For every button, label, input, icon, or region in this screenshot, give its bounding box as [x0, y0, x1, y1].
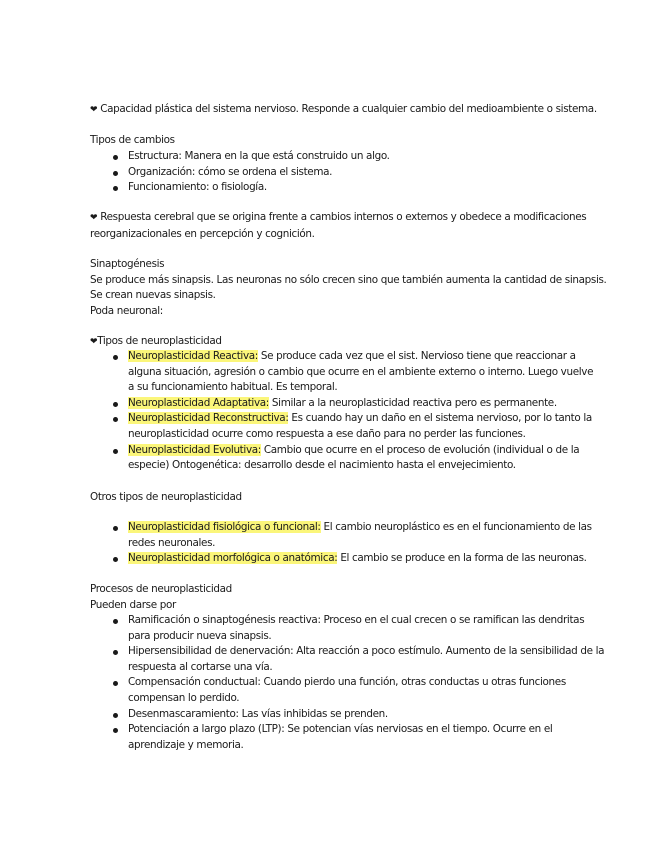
list-item: Neuroplasticidad Reconstructiva: Es cuando hay un daño en el sistema nervioso, por lo tanto la neuroplasticidad ocurre como respuesta a ese daño para no perder las funciones. [90, 411, 570, 442]
respuesta-paragraph: ❤ Respuesta cerebral que se origina frente a cambios internos o externos y obedece a modificaciones reorganizacionales en percepción y cognición. [90, 211, 587, 240]
section-title: Procesos de neuroplasticidad [90, 583, 232, 595]
list-item: Neuroplasticidad Reactiva: Se produce cada vez que el sist. Nervioso tiene que reaccionar a alguna situación, agresión o cambio que ocurre en el ambiente externo o interno. Luego vuelve a su funcionamiento habitual. Es temporal. [90, 349, 570, 396]
list-item: Neuroplasticidad Evolutiva: Cambio que ocurre en el proceso de evolución (individual o de la especie) Ontogenética: desarrollo desde el nacimiento hasta el envejecimiento. [90, 443, 570, 474]
otros-tipos-list [90, 520, 592, 567]
list-item: Funcionamiento: o fisiología. [90, 180, 570, 196]
intro-paragraph: ❤ Capacidad plástica del sistema nervioso. Responde a cualquier cambio del medioambiente o sistema. [90, 102, 570, 119]
tipos-cambios-heading: Tipos de cambios [90, 134, 175, 146]
highlighted-term: Neuroplasticidad Reactiva: [128, 350, 258, 362]
procesos-heading: Procesos de neuroplasticidad Pueden darse por [90, 582, 570, 613]
highlighted-term: Neuroplasticidad Evolutiva: [128, 443, 261, 456]
list-item: Estructura: Manera en la que está construido un algo. [90, 149, 570, 165]
list-item: Ramificación o sinaptogénesis reactiva: Proceso en el cual crecen o se ramifican las dendritas para producir nueva sinapsis. [90, 613, 570, 644]
otros-tipos-heading: Otros tipos de neuroplasticidad [90, 491, 242, 503]
list-item: Hipersensibilidad de denervación: Alta reacción a poco estímulo. Aumento de la sensibilidad de la respuesta al cortarse una vía. [90, 644, 570, 675]
list-item: Neuroplasticidad fisiológica o funcional: El cambio neuroplástico es en el funcionamiento de las redes neuronales. [90, 520, 570, 551]
heart-icon: ❤ [90, 105, 98, 115]
list-item: Compensación conductual: Cuando pierdo una función, otras conductas u otras funciones compensan lo perdido. [90, 675, 570, 706]
list-item: Neuroplasticidad Adaptativa: Similar a la neuroplasticidad reactiva pero es permanente. [90, 396, 570, 412]
list-item: Desenmascaramiento: Las vías inhibidas se prenden. [90, 707, 570, 723]
highlighted-term: Neuroplasticidad Adaptativa: [128, 396, 269, 409]
tipos-cambios-list [90, 149, 570, 196]
heart-icon: ❤ [90, 213, 98, 223]
heart-icon: ❤ [90, 337, 98, 347]
highlighted-term: Neuroplasticidad morfológica o anatómica: [128, 552, 338, 565]
section-title: Sinaptogénesis [90, 258, 165, 270]
sinaptogenesis-section: Sinaptogénesis Se produce más sinapsis. Las neuronas no sólo crecen sino que también aumenta la cantidad de sinapsis. Se crean nuevas sinapsis. Poda neuronal: [90, 258, 607, 317]
list-item: Potenciación a largo plazo (LTP): Se potencian vías nerviosas en el tiempo. Ocurre en el aprendizaje y memoria. [90, 722, 570, 753]
tipos-neuro-list [90, 349, 594, 474]
tipos-neuro-heading: ❤Tipos de neuroplasticidad [90, 334, 570, 351]
procesos-list [90, 613, 605, 753]
list-item: Neuroplasticidad morfológica o anatómica: El cambio se produce en la forma de las neuronas. [90, 551, 570, 567]
highlighted-term: Neuroplasticidad Reconstructiva: [128, 412, 289, 425]
highlighted-term: Neuroplasticidad fisiológica o funcional: [128, 521, 321, 533]
list-item: Organización: cómo se ordena el sistema. [90, 165, 570, 181]
